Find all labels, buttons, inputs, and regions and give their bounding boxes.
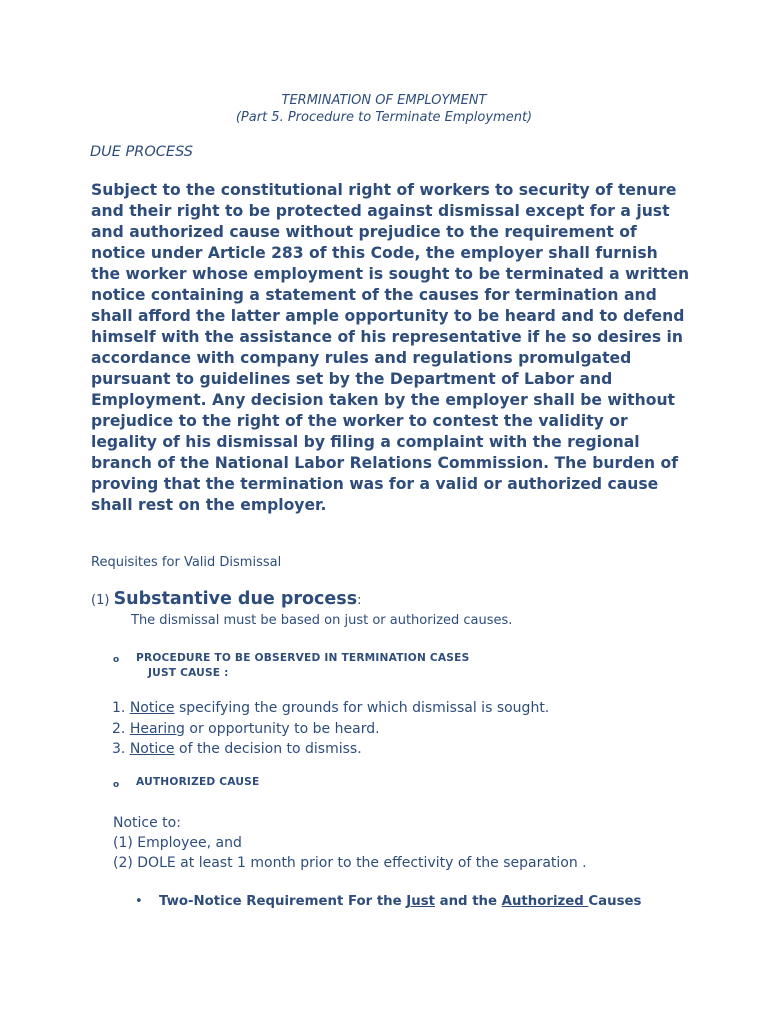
authorized-cause-heading: AUTHORIZED CAUSE [136, 776, 260, 788]
step-keyword: Notice [129, 700, 175, 716]
notice-to-dole: (2) DOLE at least 1 month prior to the effectivity of the separation . [113, 855, 587, 871]
substantive-number: (1) [91, 593, 110, 608]
doc-subtitle: (Part 5. Procedure to Terminate Employment) [235, 110, 533, 125]
procedure-heading: PROCEDURE TO BE OBSERVED IN TERMINATION CASES [136, 652, 470, 664]
two-notice-authorized: Authorized [501, 894, 589, 909]
two-notice-prefix: Two-Notice Requirement For the [159, 894, 407, 909]
list-item [112, 698, 549, 719]
list-item [112, 739, 549, 760]
just-cause-heading: JUST CAUSE : [148, 667, 229, 679]
doc-title: TERMINATION OF EMPLOYMENT [281, 93, 487, 108]
circle-bullet-icon: o [113, 655, 120, 665]
notice-to-employee: (1) Employee, and [113, 835, 242, 851]
substantive-description: The dismissal must be based on just or authorized causes. [131, 613, 513, 628]
step-number: 2. [112, 720, 126, 737]
step-number: 1. [112, 700, 126, 716]
substantive-colon: : [357, 593, 362, 608]
step-text: of the decision to dismiss. [174, 741, 362, 757]
step-text: specifying the grounds for which dismissal is sought. [174, 700, 550, 716]
procedure-steps [112, 698, 549, 760]
list-item [112, 719, 549, 740]
requisites-heading: Requisites for Valid Dismissal [91, 555, 282, 570]
notice-to-label: Notice to: [113, 815, 181, 831]
two-notice-just: Just [406, 894, 435, 909]
substantive-line [91, 589, 362, 609]
step-keyword: Notice [129, 741, 175, 757]
substantive-label: Substantive due process [113, 589, 358, 609]
two-notice-middle: and the [434, 894, 502, 909]
circle-bullet-icon: o [113, 780, 120, 790]
step-number: 3. [112, 741, 126, 757]
two-notice-suffix: Causes [588, 894, 642, 909]
bullet-icon: • [135, 894, 143, 909]
two-notice-requirement [159, 894, 641, 909]
step-keyword: Hearing [129, 720, 185, 737]
step-text: or opportunity to be heard. [184, 720, 380, 737]
body-paragraph: Subject to the constitutional right of workers to security of tenure and their right to be protected against dismissal except for a just and authorized cause without prejudice to the requirement of notice under Article 283 of this Code, the employer shall furnish the worker whose employment is sought to be terminated a written notice containing a statement of the causes for termination and shall afford the latter ample opportunity to be heard and to defend himself with the assistance of his representative if he so desires in accordance with company rules and regulations promulgated pursuant to guidelines set by the Department of Labor and Employment. Any decision taken by the employer shall be without prejudice to the right of the worker to contest the validity or legality of his dismissal by filing a complaint with the regional branch of the National Labor Relations Commission. The burden of proving that the termination was for a valid or authorized cause shall rest on the employer. [91, 181, 690, 514]
section-heading: DUE PROCESS [90, 144, 193, 160]
